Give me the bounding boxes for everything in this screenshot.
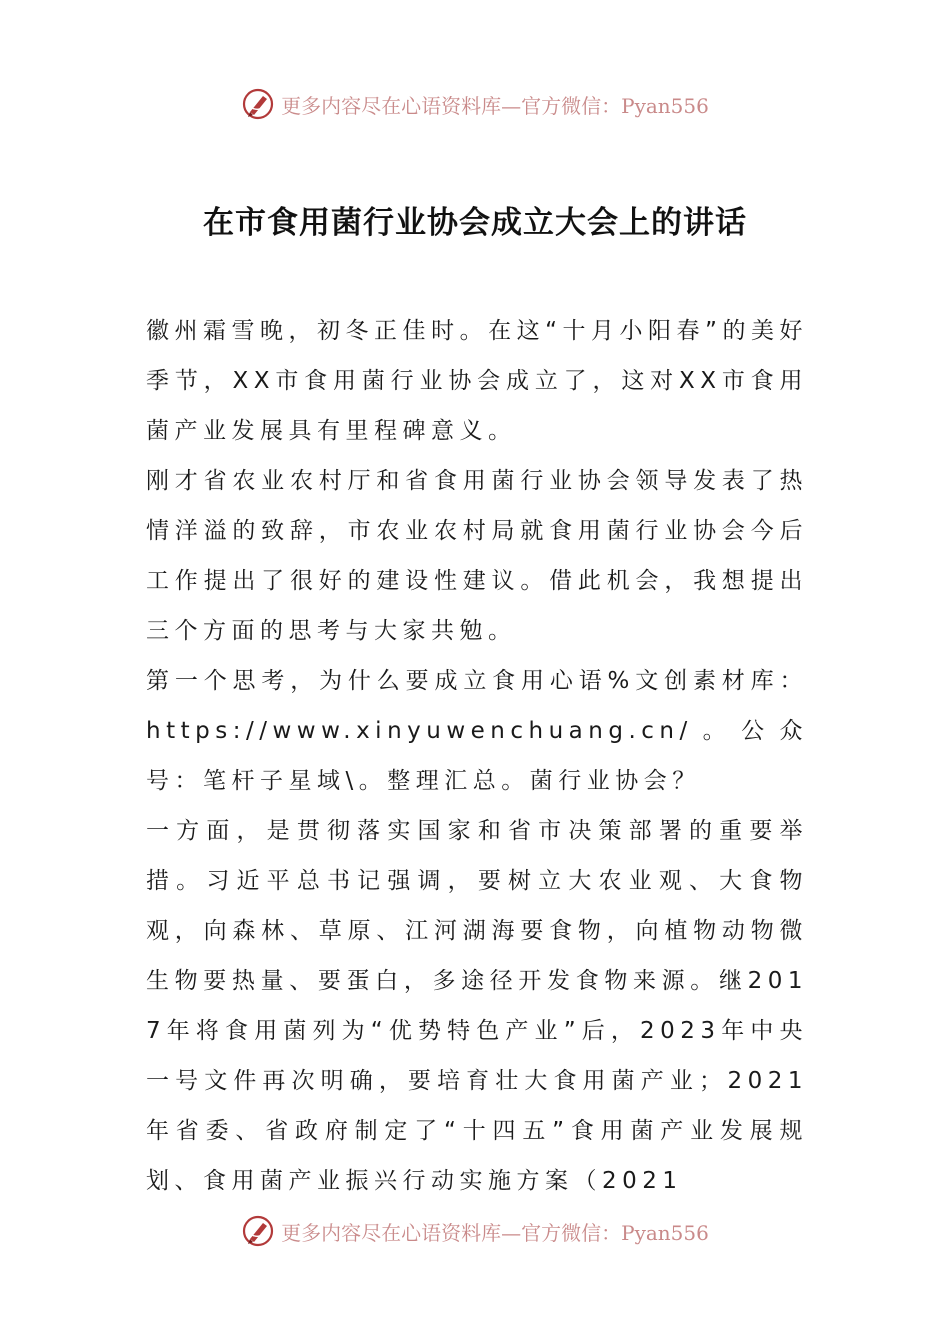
pen-logo-icon [241, 1214, 275, 1248]
banner-text: 更多内容尽在心语资料库—官方微信：Pyan556 [281, 93, 709, 118]
header-banner [0, 84, 950, 124]
banner-text: 更多内容尽在心语资料库—官方微信：Pyan556 [281, 1220, 709, 1245]
paragraph: 一方面，是贯彻落实国家和省市决策部署的重要举措。习近平总书记强调，要树立大农业观、大食物观，向森林、草原、江河湖海要食物，向植物动物微生物要热量、要蛋白，多途径开发食物来源。继2017年将食用菌列为“优势特色产业”后，2023年中央一号文件再次明确，要培育壮大食用菌产业；2021年省委、省政府制定了“十四五”食用菌产业发展规划、食用菌产业振兴行动实施方案（2021 [146, 818, 808, 1194]
document-title: 在市食用菌行业协会成立大会上的讲话 [203, 204, 747, 241]
footer-banner [0, 1211, 950, 1251]
paragraph: 刚才省农业农村厅和省食用菌行业协会领导发表了热情洋溢的致辞，市农业农村局就食用菌行业协会今后工作提出了很好的建设性建议。借此机会，我想提出三个方面的思考与大家共勉。 [146, 468, 808, 644]
pen-logo-icon [241, 87, 275, 121]
document-body [146, 306, 808, 1206]
paragraph: 徽州霜雪晚，初冬正佳时。在这“十月小阳春”的美好季节，XX市食用菌行业协会成立了，这对XX市食用菌产业发展具有里程碑意义。 [146, 318, 808, 444]
paragraph: 第一个思考，为什么要成立食用心语%文创素材库：https://www.xinyuwenchuang.cn/。公众号：笔杆子星域\。整理汇总。菌行业协会？ [146, 668, 808, 794]
